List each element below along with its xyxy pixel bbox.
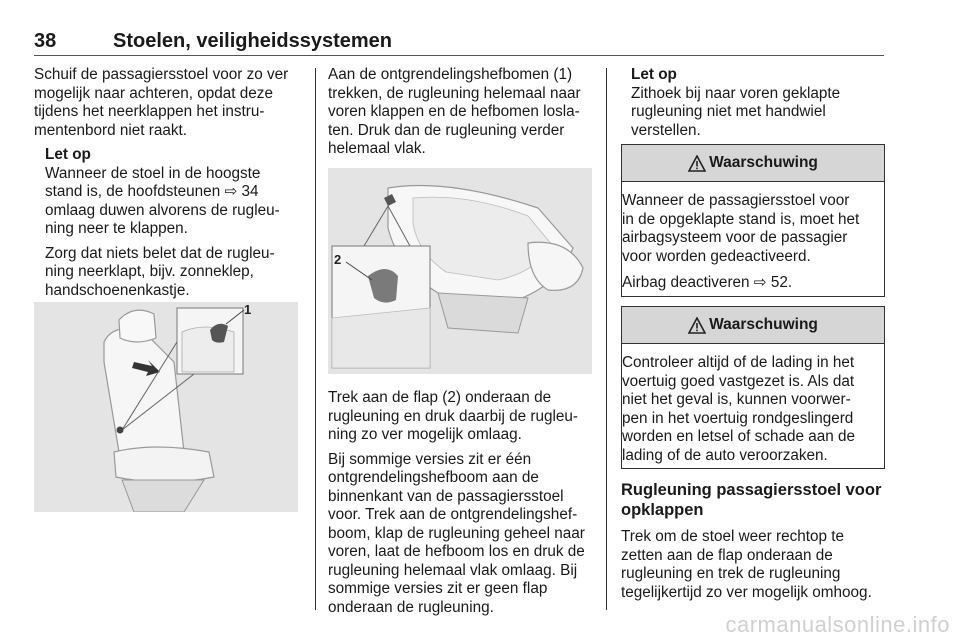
column-divider-1 [315,68,316,610]
section-heading: Rugleuning passagiersstoel voor opklappen [621,481,882,519]
page-number: 38 [34,30,57,52]
figure-callout-1: 1 [244,302,252,317]
column-2-lower [328,389,592,623]
folded-seat-illustration [328,168,592,374]
column-3-note: Let op Zithoek bij naar voren geklapte rugleuning niet met handwiel verstellen. [631,66,886,140]
warning-triangle-icon [688,317,706,334]
folded-seat-svg [328,168,592,374]
section-reclining [621,480,886,608]
warning-header-2: Waarschuwing [622,307,884,344]
paragraph-flap: Trek aan de flap (2) onderaan de rugleuning en druk daarbij de rugleu- ning zo ver mogelijk omlaag. [328,389,579,443]
column-1 [34,66,304,306]
warning-triangle-icon [688,155,706,172]
note-title-2: Let op [631,66,677,83]
page-header [34,30,884,52]
warning-header: Waarschuwing [622,145,884,182]
page-title: Stoelen, veiligheidssystemen [113,30,392,52]
header-divider [34,55,884,56]
airbag-reference-link[interactable]: Airbag deactiveren ⇨ 52. [622,274,793,291]
warning-body: Wanneer de passagiersstoel voor in de opgeklapte stand is, moet het airbagsysteem voor de passagier voor worden gedeactiveerd. Airbag deactiveren ⇨ 52. [622,182,884,299]
warning-body-2: Controleer altijd of de lading in het voertuig goed vastgezet is. Als dat niet het geval is, kunnen voorwer- pen in het voertuig rondgeslingerd worden en letsel of schade aan de lading of de auto veroorzaken. [622,354,856,464]
paragraph-lever-instructions: Aan de ontgrendelingshefbomen (1) trekken, de rugleuning helemaal naar voren klappen en de hefbomen losla- ten. Druk dan de rugleuning verder helemaal vlak. [328,66,581,157]
warning-box-airbag [621,144,885,297]
note-title: Let op [45,146,91,163]
column-divider-2 [606,68,607,610]
seat-illustration-svg [34,302,298,512]
note-block: Let op Wanneer de stoel in de hoogste stand is, de hoofdsteunen ⇨ 34 omlaag duwen alvorens de rugleu- ning neer te klappen. Zorg dat niets belet dat de rugleu- ning neerklapt, bijv. zonneklep, handschoenenkastje. [34,146,304,300]
figure-callout-2: 2 [334,252,342,267]
warning-box-cargo [621,306,885,469]
intro-paragraph: Schuif de passagiersstoel voor zo ver mogelijk naar achteren, opdat deze tijdens het neerklappen het instru- mentenbord niet raakt. [34,66,289,139]
watermark: carmanualsonline.info [725,612,950,637]
column-2 [328,66,592,165]
section-paragraph: Trek om de stoel weer rechtop te zetten aan de flap onderaan de rugleuning en trek de rugleuning tegelijkertijd zo ver mogelijk omhoog. [621,528,872,601]
seat-lever-illustration [34,302,298,512]
paragraph-versions: Bij sommige versies zit er één ontgrendelingshefboom aan de binnenkant van de passagiersstoel voor. Trek aan de ontgrendelingshef- boom, klap de rugleuning geheel naar voren, laat de hefboom los en druk de rugleuning helemaal vlak omlaag. Bij sommige versies zit er geen flap onderaan de rugleuning. [328,450,585,616]
